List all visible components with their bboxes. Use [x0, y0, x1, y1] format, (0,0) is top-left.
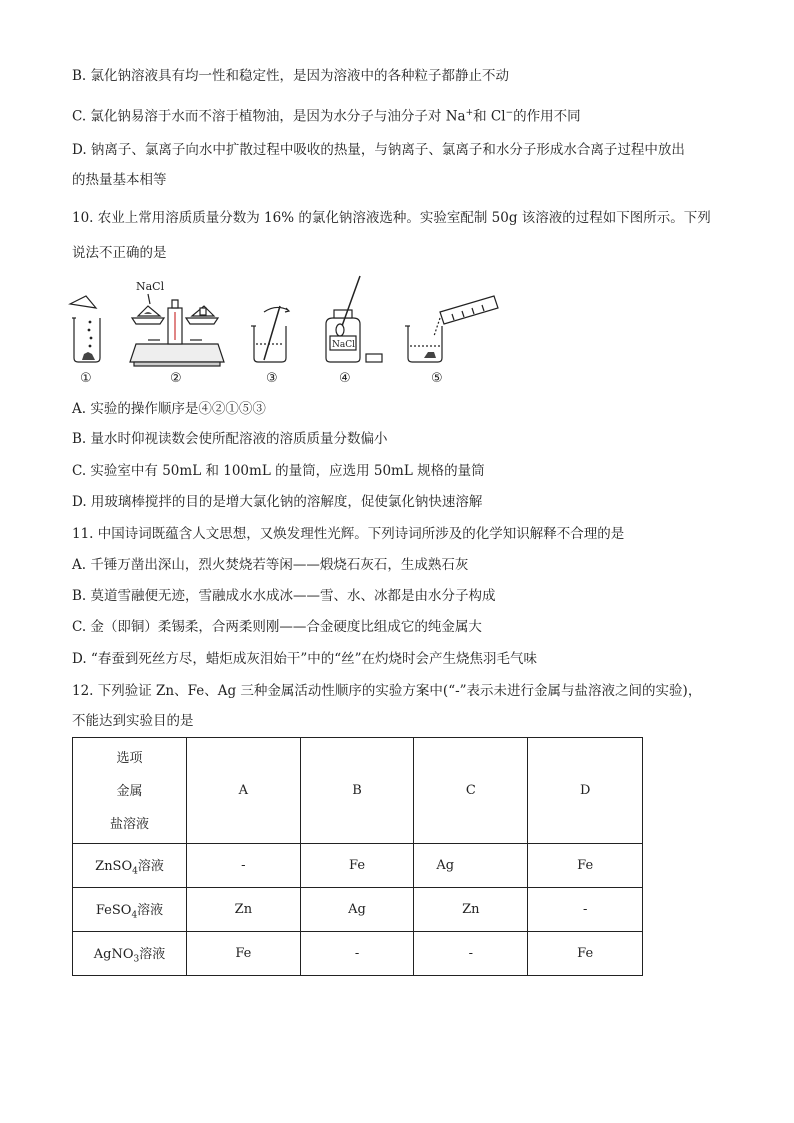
- q12-stem-line-2: 不能达到实验目的是: [72, 713, 194, 729]
- table-cell: Zn: [187, 888, 301, 932]
- step5-pour-cylinder-icon: [405, 296, 498, 362]
- step1-beaker-icon: [70, 296, 100, 362]
- q12-options-table: [72, 737, 643, 976]
- table-cell: -: [528, 888, 643, 932]
- table-cell: Fe: [528, 844, 643, 888]
- row-label: [73, 932, 187, 976]
- row-label-subscript: 3: [133, 954, 140, 965]
- header-label-metal: 金属: [116, 784, 143, 799]
- table-cell: Zn: [414, 888, 528, 932]
- header-col-d: D: [528, 738, 643, 844]
- q10-stem-line-1: 10. 农业上常用溶质质量分数为 16% 的氯化钠溶液选种。实验室配制 50g 该溶液的过程如下图所示。下列: [72, 210, 711, 226]
- q10-option-c: C. 实验室中有 50mL 和 100mL 的量筒，应选用 50mL 规格的量筒: [72, 463, 485, 479]
- table-header-row: [73, 738, 643, 844]
- header-corner-cell: [73, 738, 187, 844]
- row-label-formula: ZnSO: [95, 858, 133, 874]
- q10-stem-line-2: 说法不正确的是: [72, 245, 167, 261]
- table-row: [73, 888, 643, 932]
- nacl-label: NaCl: [136, 280, 165, 293]
- q9-option-d-line-2: 的热量基本相等: [72, 172, 167, 188]
- table-cell: Fe: [187, 932, 301, 976]
- row-label-subscript: 4: [131, 910, 138, 921]
- table-cell: Fe: [528, 932, 643, 976]
- q9-option-b: B. 氯化钠溶液具有均一性和稳定性，是因为溶液中的各种粒子都静止不动: [72, 68, 510, 84]
- step-label-2: ②: [170, 371, 182, 386]
- step3-stir-beaker-icon: [251, 306, 289, 362]
- header-col-b: B: [300, 738, 414, 844]
- table-row: [73, 844, 643, 888]
- bottle-label: NaCl: [332, 340, 356, 350]
- q11-option-d: D. “春蚕到死丝方尽，蜡炬成灰泪始干”中的“丝”在灼烧时会产生烧焦羽毛气味: [72, 651, 538, 667]
- table-cell: Ag: [300, 888, 414, 932]
- step-label-1: ①: [80, 371, 92, 386]
- q9-option-d-line-1: D. 钠离子、氯离子向水中扩散过程中吸收的热量，与钠离子、氯离子和水分子形成水合离子过程中放出: [72, 142, 685, 158]
- step-label-3: ③: [266, 371, 278, 386]
- row-label-subscript: 4: [132, 866, 138, 877]
- q9-option-c-text-2: 和 Cl: [473, 108, 506, 125]
- step-label-4: ④: [339, 371, 351, 386]
- q11-option-c: C. 金（即铜）柔锡柔，合两柔则刚——合金硬度比组成它的纯金属大: [72, 619, 482, 635]
- q10-experiment-svg: [68, 274, 508, 386]
- table-cell: Ag: [414, 844, 528, 888]
- q9-option-c-text-3: 的作用不同: [513, 108, 581, 125]
- q11-stem: 11. 中国诗词既蕴含人文思想，又焕发理性光辉。下列诗词所涉及的化学知识解释不合理的是: [72, 526, 625, 542]
- q11-option-a: A. 千锤万凿出深山，烈火焚烧若等闲——煅烧石灰石，生成熟石灰: [72, 557, 469, 573]
- row-label: [73, 844, 187, 888]
- q10-option-b: B. 量水时仰视读数会使所配溶液的溶质质量分数偏小: [72, 431, 388, 447]
- q9-option-c-sup-1: +: [465, 108, 474, 118]
- q10-experiment-figure: [68, 274, 508, 386]
- table-row: [73, 932, 643, 976]
- q12-stem-line-1: 12. 下列验证 Zn、Fe、Ag 三种金属活动性顺序的实验方案中(“-”表示未进行金属与盐溶液之间的实验)，: [72, 683, 702, 699]
- table-cell: -: [187, 844, 301, 888]
- q11-option-b: B. 莫道雪融便无迹，雪融成水水成冰——雪、水、冰都是由水分子构成: [72, 588, 496, 604]
- q9-option-c-sup-2: −: [505, 108, 514, 118]
- q9-option-c: [72, 103, 581, 127]
- header-label-option: 选项: [116, 751, 143, 766]
- row-label-suffix: 溶液: [137, 902, 164, 918]
- q10-option-a: A. 实验的操作顺序是④②①⑤③: [72, 401, 266, 417]
- row-label-formula: AgNO: [93, 946, 134, 962]
- row-label: [73, 888, 187, 932]
- q9-option-c-text-1: C. 氯化钠易溶于水而不溶于植物油，是因为水分子与油分子对 Na: [72, 108, 466, 125]
- header-col-a: A: [187, 738, 301, 844]
- row-label-formula: FeSO: [95, 902, 132, 918]
- q10-option-d: D. 用玻璃棒搅拌的目的是增大氯化钠的溶解度，促使氯化钠快速溶解: [72, 494, 483, 510]
- row-label-suffix: 溶液: [137, 858, 164, 874]
- table-cell: -: [300, 932, 414, 976]
- row-label-suffix: 溶液: [139, 946, 166, 962]
- table-cell: -: [414, 932, 528, 976]
- step-label-5: ⑤: [431, 371, 443, 386]
- table-cell: Fe: [300, 844, 414, 888]
- header-label-solution: 盐溶液: [110, 817, 150, 832]
- header-col-c: C: [414, 738, 528, 844]
- step2-balance-icon: [130, 294, 224, 366]
